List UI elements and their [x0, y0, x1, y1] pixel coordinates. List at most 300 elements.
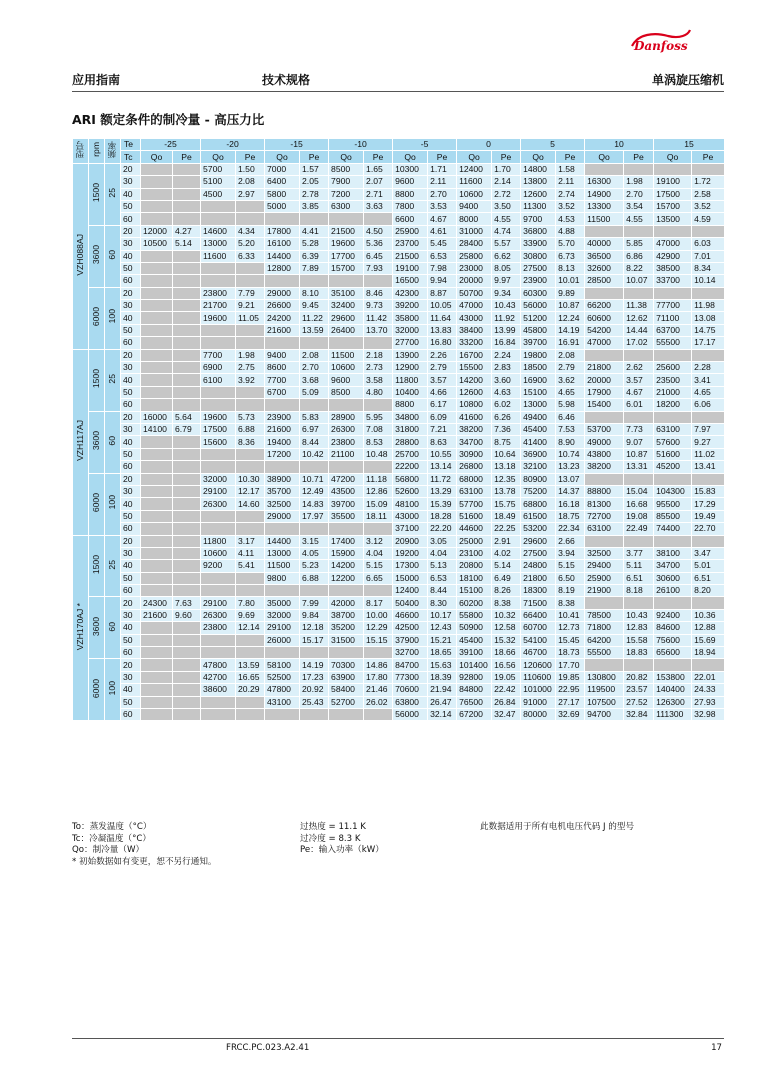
qo-value: 43000: [457, 312, 492, 324]
table-row: [73, 250, 725, 262]
pe-value: 13.18: [492, 461, 521, 473]
qo-value: 63100: [457, 485, 492, 497]
pe-value: 7.93: [364, 262, 393, 274]
qo-value: 35000: [265, 597, 300, 609]
table-row: [73, 312, 725, 324]
empty-cell: [201, 386, 236, 398]
qo-value: 67200: [457, 708, 492, 720]
qo-value: 107500: [585, 696, 624, 708]
qo-value: 23700: [393, 238, 428, 250]
qo-value: 101000: [521, 684, 556, 696]
empty-cell: [141, 275, 173, 287]
empty-cell: [173, 262, 201, 274]
freq-cell-label: 25: [107, 559, 117, 570]
qo-value: 29400: [585, 560, 624, 572]
qo-value: 10800: [457, 399, 492, 411]
pe-value: 2.91: [492, 535, 521, 547]
pe-value: 5.14: [492, 560, 521, 572]
qo-value: 16000: [141, 411, 173, 423]
empty-cell: [364, 585, 393, 597]
pe-value: 6.53: [428, 250, 457, 262]
tc-value: 20: [121, 535, 141, 547]
te-header: 10: [585, 139, 654, 151]
table-row: [73, 461, 725, 473]
empty-cell: [141, 461, 173, 473]
qo-value: 60700: [521, 622, 556, 634]
qo-value: 10300: [393, 163, 428, 175]
pe-value: 1.58: [556, 163, 585, 175]
pe-value: 4.11: [236, 547, 265, 559]
empty-cell: [300, 275, 329, 287]
table-row: [73, 659, 725, 671]
pe-value: 12.88: [692, 622, 725, 634]
empty-cell: [173, 547, 201, 559]
empty-cell: [141, 448, 173, 460]
pe-value: 7.36: [492, 423, 521, 435]
qo-value: 21700: [201, 300, 236, 312]
pe-value: 15.69: [692, 634, 725, 646]
qo-value: 63100: [585, 523, 624, 535]
empty-cell: [173, 386, 201, 398]
tc-value: 20: [121, 349, 141, 361]
pe-value: 8.13: [556, 262, 585, 274]
qo-value: 32000: [201, 473, 236, 485]
qo-value: 26300: [329, 423, 364, 435]
table-row: [73, 337, 725, 349]
qo-value: 16100: [265, 238, 300, 250]
tc-value: 40: [121, 374, 141, 386]
tc-value: 50: [121, 696, 141, 708]
empty-cell: [173, 399, 201, 411]
table-row: [73, 262, 725, 274]
qo-value: 47000: [585, 337, 624, 349]
pe-value: 15.75: [492, 498, 521, 510]
pe-value: 12.14: [236, 622, 265, 634]
empty-cell: [265, 399, 300, 411]
qo-value: 28800: [393, 436, 428, 448]
empty-cell: [141, 188, 173, 200]
qo-value: 43500: [329, 485, 364, 497]
tc-value: 30: [121, 609, 141, 621]
qo-value: 33700: [654, 275, 692, 287]
pe-value: 11.72: [428, 473, 457, 485]
qo-value: 19200: [393, 547, 428, 559]
qo-value: 18300: [521, 585, 556, 597]
footnote-tc: Tc：冷凝温度（°C）: [72, 833, 151, 844]
qo-value: 7900: [329, 176, 364, 188]
table-row: [73, 609, 725, 621]
qo-value: 10400: [393, 386, 428, 398]
qo-value: 94700: [585, 708, 624, 720]
freq-cell-label: 100: [107, 309, 117, 324]
empty-cell: [364, 647, 393, 659]
freq-cell-label: 60: [107, 249, 117, 260]
qo-value: 49000: [585, 436, 624, 448]
tc-value: 40: [121, 312, 141, 324]
qo-value: 126300: [654, 696, 692, 708]
table-row: [73, 349, 725, 361]
pe-value: 5.98: [556, 399, 585, 411]
empty-cell: [141, 671, 173, 683]
qo-value: 47800: [265, 684, 300, 696]
qo-value: 68000: [457, 473, 492, 485]
qo-header: Qo: [585, 151, 624, 163]
qo-value: 21500: [393, 250, 428, 262]
pe-value: 8.17: [364, 597, 393, 609]
pe-value: 8.46: [364, 287, 393, 299]
empty-cell: [624, 287, 654, 299]
pe-value: 27.93: [692, 696, 725, 708]
qo-value: 52600: [393, 485, 428, 497]
qo-value: 8800: [393, 399, 428, 411]
qo-value: 17300: [393, 560, 428, 572]
empty-cell: [692, 659, 725, 671]
qo-value: 11800: [201, 535, 236, 547]
empty-cell: [141, 300, 173, 312]
qo-value: 38200: [585, 461, 624, 473]
empty-cell: [585, 597, 624, 609]
pe-value: 25.43: [300, 696, 329, 708]
empty-cell: [236, 213, 265, 225]
footnote-qo: Qo：制冷量（W）: [72, 845, 145, 855]
qo-value: 25000: [457, 535, 492, 547]
qo-value: 13900: [393, 349, 428, 361]
qo-value: 77700: [654, 300, 692, 312]
rpm-cell: [89, 225, 105, 287]
pe-value: 22.01: [692, 671, 725, 683]
pe-value: 8.75: [492, 436, 521, 448]
table-row: [73, 238, 725, 250]
qo-value: 51200: [521, 312, 556, 324]
empty-cell: [141, 696, 173, 708]
qo-value: 12900: [393, 362, 428, 374]
pe-value: 4.63: [492, 386, 521, 398]
qo-value: 11500: [265, 560, 300, 572]
pe-value: 10.14: [692, 275, 725, 287]
qo-value: 28500: [585, 275, 624, 287]
pe-value: 8.87: [428, 287, 457, 299]
pe-value: 6.49: [492, 572, 521, 584]
qo-value: 14100: [141, 423, 173, 435]
pe-header: Pe: [173, 151, 201, 163]
pe-value: 6.33: [236, 250, 265, 262]
qo-value: 24800: [521, 560, 556, 572]
pe-value: 5.23: [300, 560, 329, 572]
qo-value: 17900: [585, 386, 624, 398]
empty-cell: [585, 535, 624, 547]
empty-cell: [236, 448, 265, 460]
pe-value: 14.83: [300, 498, 329, 510]
table-row: [73, 411, 725, 423]
pe-value: 22.20: [428, 523, 457, 535]
pe-value: 4.74: [492, 225, 521, 237]
qo-value: 80900: [521, 473, 556, 485]
qo-value: 21600: [265, 423, 300, 435]
empty-cell: [201, 200, 236, 212]
qo-value: 23800: [201, 287, 236, 299]
empty-cell: [201, 337, 236, 349]
danfoss-logo-icon: [628, 26, 692, 54]
pe-value: 2.79: [428, 362, 457, 374]
pe-value: 4.66: [428, 386, 457, 398]
pe-value: 2.71: [364, 188, 393, 200]
table-row: [73, 485, 725, 497]
qo-value: 65600: [654, 647, 692, 659]
empty-cell: [692, 535, 725, 547]
qo-value: 48100: [393, 498, 428, 510]
qo-value: 50900: [457, 622, 492, 634]
pe-value: 5.41: [236, 560, 265, 572]
qo-value: 7000: [265, 163, 300, 175]
empty-cell: [201, 634, 236, 646]
qo-value: 24200: [265, 312, 300, 324]
pe-value: 2.70: [428, 188, 457, 200]
pe-value: 5.64: [173, 411, 201, 423]
qo-value: 29000: [265, 287, 300, 299]
pe-value: 2.66: [556, 535, 585, 547]
qo-value: 19600: [329, 238, 364, 250]
qo-value: 27500: [521, 547, 556, 559]
tc-value: 30: [121, 176, 141, 188]
rpm-cell: [89, 287, 105, 349]
pe-value: 10.32: [492, 609, 521, 621]
empty-cell: [364, 461, 393, 473]
header-section-left: 应用指南: [72, 73, 121, 87]
qo-value: 26100: [654, 585, 692, 597]
table-row: [73, 535, 725, 547]
pe-value: 12.73: [556, 622, 585, 634]
pe-value: 6.65: [364, 572, 393, 584]
empty-cell: [300, 647, 329, 659]
qo-value: 63700: [654, 324, 692, 336]
qo-value: 43000: [393, 510, 428, 522]
tc-value: 60: [121, 337, 141, 349]
qo-value: 21500: [329, 225, 364, 237]
tc-value: 50: [121, 386, 141, 398]
qo-value: 6700: [265, 386, 300, 398]
pe-header: Pe: [236, 151, 265, 163]
pe-header: Pe: [556, 151, 585, 163]
qo-value: 18200: [654, 399, 692, 411]
pe-value: 8.26: [492, 585, 521, 597]
model-cell: [73, 349, 89, 535]
pe-value: 17.23: [300, 671, 329, 683]
freq-cell-label: 100: [107, 495, 117, 510]
pe-value: 6.51: [692, 572, 725, 584]
pe-value: 10.41: [556, 609, 585, 621]
empty-cell: [173, 684, 201, 696]
pe-value: 6.88: [300, 572, 329, 584]
qo-value: 32500: [585, 547, 624, 559]
table-row: [73, 572, 725, 584]
te-header: 5: [521, 139, 585, 151]
qo-value: 14200: [329, 560, 364, 572]
qo-value: 19800: [521, 349, 556, 361]
qo-value: 11500: [329, 349, 364, 361]
tc-value: 40: [121, 684, 141, 696]
tc-value: 20: [121, 659, 141, 671]
pe-value: 6.09: [428, 411, 457, 423]
rpm-cell: [89, 411, 105, 473]
qo-value: 31500: [329, 634, 364, 646]
pe-value: 4.04: [364, 547, 393, 559]
qo-value: 35100: [329, 287, 364, 299]
empty-cell: [173, 473, 201, 485]
table-row: [73, 386, 725, 398]
qo-value: 11600: [201, 250, 236, 262]
pe-value: 12.35: [492, 473, 521, 485]
tc-value: 50: [121, 634, 141, 646]
qo-value: 38200: [457, 423, 492, 435]
pe-value: 5.73: [236, 411, 265, 423]
col-header-model: [73, 139, 89, 164]
pe-value: 24.33: [692, 684, 725, 696]
empty-cell: [329, 523, 364, 535]
qo-value: 46700: [521, 647, 556, 659]
empty-cell: [364, 708, 393, 720]
empty-cell: [329, 275, 364, 287]
empty-cell: [141, 200, 173, 212]
pe-value: 15.32: [492, 634, 521, 646]
pe-value: 2.75: [236, 362, 265, 374]
qo-value: 23000: [457, 262, 492, 274]
pe-value: 1.50: [236, 163, 265, 175]
pe-value: 5.45: [428, 238, 457, 250]
empty-cell: [329, 708, 364, 720]
qo-value: 19600: [201, 411, 236, 423]
pe-value: 3.47: [692, 547, 725, 559]
empty-cell: [236, 572, 265, 584]
pe-value: 13.29: [428, 485, 457, 497]
qo-value: 15000: [393, 572, 428, 584]
empty-cell: [173, 572, 201, 584]
pe-value: 32.84: [624, 708, 654, 720]
qo-value: 38100: [654, 547, 692, 559]
qo-value: 6300: [329, 200, 364, 212]
qo-value: 10600: [201, 547, 236, 559]
pe-value: 19.05: [492, 671, 521, 683]
tc-value: 60: [121, 213, 141, 225]
qo-value: 14400: [265, 250, 300, 262]
pe-value: 3.53: [428, 200, 457, 212]
qo-value: 53200: [521, 523, 556, 535]
pe-value: 5.14: [173, 238, 201, 250]
pe-value: 6.51: [624, 572, 654, 584]
empty-cell: [624, 163, 654, 175]
empty-cell: [236, 324, 265, 336]
pe-value: 9.84: [300, 609, 329, 621]
pe-value: 18.28: [428, 510, 457, 522]
qo-value: 8000: [457, 213, 492, 225]
footnote-change-notice: * 初始数据如有变更，恕不另行通知。: [72, 856, 217, 867]
qo-value: 16900: [521, 374, 556, 386]
tc-value: 40: [121, 250, 141, 262]
qo-value: 66400: [521, 609, 556, 621]
tc-value: 40: [121, 622, 141, 634]
qo-value: 17800: [265, 225, 300, 237]
pe-value: 6.46: [556, 411, 585, 423]
pe-header: Pe: [692, 151, 725, 163]
freq-cell: [105, 597, 121, 659]
pe-value: 2.62: [624, 362, 654, 374]
pe-value: 6.62: [492, 250, 521, 262]
qo-value: 78500: [585, 609, 624, 621]
pe-value: 17.02: [624, 337, 654, 349]
empty-cell: [236, 523, 265, 535]
pe-value: 4.27: [173, 225, 201, 237]
freq-cell: [105, 411, 121, 473]
pe-value: 11.64: [428, 312, 457, 324]
empty-cell: [141, 399, 173, 411]
empty-cell: [236, 461, 265, 473]
empty-cell: [173, 647, 201, 659]
qo-value: 32100: [521, 461, 556, 473]
pe-value: 3.62: [556, 374, 585, 386]
pe-value: 2.11: [556, 176, 585, 188]
pe-value: 10.74: [556, 448, 585, 460]
empty-cell: [654, 163, 692, 175]
pe-value: 8.53: [364, 436, 393, 448]
empty-cell: [654, 411, 692, 423]
pe-value: 27.17: [556, 696, 585, 708]
header-divider: [72, 91, 724, 92]
empty-cell: [173, 498, 201, 510]
empty-cell: [173, 622, 201, 634]
pe-value: 8.38: [556, 597, 585, 609]
pe-value: 9.69: [236, 609, 265, 621]
qo-value: 56800: [393, 473, 428, 485]
pe-value: 14.86: [364, 659, 393, 671]
pe-value: 9.34: [492, 287, 521, 299]
pe-value: 7.97: [692, 423, 725, 435]
pe-value: 13.07: [556, 473, 585, 485]
tc-value: 20: [121, 597, 141, 609]
model-cell: [73, 535, 89, 721]
pe-value: 18.73: [556, 647, 585, 659]
qo-value: 71500: [521, 597, 556, 609]
table-row: [73, 163, 725, 175]
qo-value: 47000: [457, 300, 492, 312]
pe-value: 13.14: [428, 461, 457, 473]
pe-value: 10.05: [428, 300, 457, 312]
pe-value: 2.18: [364, 349, 393, 361]
rpm-cell: [89, 473, 105, 535]
empty-cell: [236, 634, 265, 646]
pe-value: 2.72: [492, 188, 521, 200]
empty-cell: [201, 275, 236, 287]
empty-cell: [173, 312, 201, 324]
pe-value: 7.99: [300, 597, 329, 609]
empty-cell: [141, 523, 173, 535]
qo-value: 13300: [585, 200, 624, 212]
footnote-to: To：蒸发温度（°C）: [72, 822, 152, 832]
qo-value: 70300: [329, 659, 364, 671]
pe-value: 1.57: [300, 163, 329, 175]
empty-cell: [236, 585, 265, 597]
model-cell-label: VZH170AJ *: [75, 602, 85, 651]
qo-value: 26300: [201, 609, 236, 621]
qo-value: 47200: [329, 473, 364, 485]
pe-value: 32.98: [692, 708, 725, 720]
qo-value: 10500: [141, 238, 173, 250]
table-row: [73, 622, 725, 634]
empty-cell: [692, 411, 725, 423]
freq-cell-label: 60: [107, 435, 117, 446]
qo-value: 12200: [329, 572, 364, 584]
qo-value: 32000: [393, 324, 428, 336]
header-section-right: 单涡旋压缩机: [651, 73, 724, 87]
qo-value: 66200: [585, 300, 624, 312]
